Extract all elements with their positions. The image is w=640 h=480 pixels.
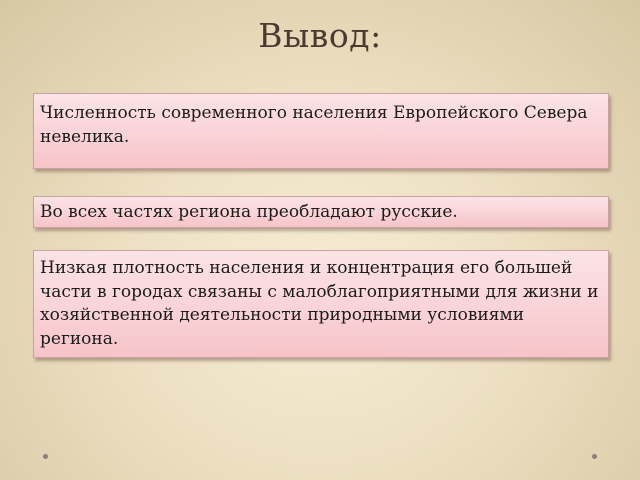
right-dot-icon (592, 454, 597, 459)
slide-title: Вывод: (258, 16, 382, 55)
conclusion-card-population: Численность современного населения Европейского Севера невелика. (33, 93, 609, 169)
conclusion-card-ethnicity: Во всех частях региона преобладают русские. (33, 196, 609, 228)
conclusion-card-density: Низкая плотность населения и концентрация его большей части в городах связаны с малоблагоприятными для жизни и хозяйственной деятельности природными условиями региона. (33, 250, 609, 358)
left-dot-icon (43, 454, 48, 459)
